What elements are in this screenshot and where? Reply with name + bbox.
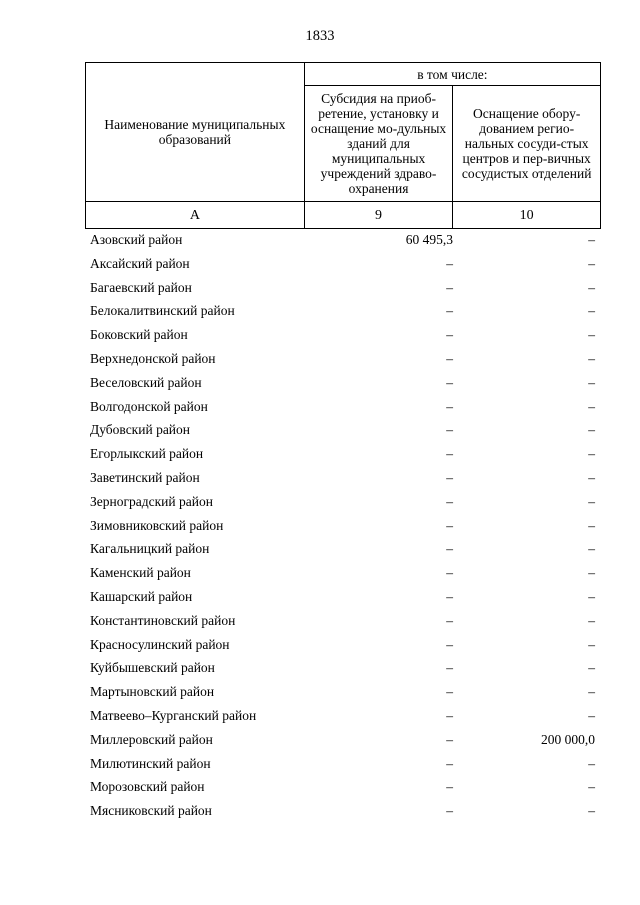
table-row [85,494,601,518]
table-row [85,708,601,732]
row-name: Кашарский район [90,588,193,604]
row-value-col10: – [588,517,595,533]
row-value-col10: – [588,541,595,557]
column-number-10: 10 [453,202,601,229]
row-value-col9: – [446,493,453,509]
row-value-col10: – [588,779,595,795]
row-name: Каменский район [90,565,191,581]
row-name: Мартыновский район [90,684,215,700]
row-value-col9: – [446,779,453,795]
column-number-a: А [86,202,305,229]
row-value-col10: – [588,232,595,247]
row-value-col9: – [446,303,453,319]
row-value-col9: – [446,398,453,414]
table-header [85,62,601,229]
row-value-col9: – [446,446,453,462]
row-value-col10: – [588,255,595,271]
row-value-col10: – [588,279,595,295]
column-number-9: 9 [304,202,453,229]
row-value-col9: – [446,565,453,581]
row-value-col10: – [588,588,595,604]
table-row [85,684,601,708]
row-name: Дубовский район [90,422,191,438]
row-value-col10: – [588,398,595,414]
row-name: Волгодонской район [90,398,208,414]
row-name: Миллеровский район [90,731,213,747]
row-value-col9: – [446,279,453,295]
table-row [85,256,601,280]
row-name: Аксайский район [90,255,190,271]
table-row [85,232,601,256]
row-value-col10: – [588,469,595,485]
row-value-col9: – [446,731,453,747]
row-name: Веселовский район [90,374,202,390]
row-name: Милютинский район [90,755,211,771]
table-row [85,660,601,684]
row-name: Морозовский район [90,779,205,795]
row-value-col10: – [588,493,595,509]
row-value-col9: – [446,255,453,271]
table-row [85,327,601,351]
column-header-9: Субсидия на приоб-ретение, установку и оснащение мо-дульных зданий для муниципальных учреждений здраво-охранения [304,86,453,202]
row-value-col9: – [446,469,453,485]
row-value-col10: – [588,755,595,771]
column-group-header: в том числе: [304,63,600,86]
row-name: Белокалитвинский район [90,303,235,319]
row-value-col9: – [446,350,453,366]
row-name: Багаевский район [90,279,192,295]
table-row [85,779,601,803]
table-body [85,232,601,827]
table-row [85,422,601,446]
table-row [85,613,601,637]
row-value-col9: – [446,660,453,676]
row-name: Кагальницкий район [90,541,210,557]
row-name: Азовский район [90,232,183,247]
page-number: 1833 [305,28,335,44]
row-value-col9: – [446,374,453,390]
row-value-col9: – [446,327,453,343]
table-row [85,280,601,304]
row-value-col10: – [588,350,595,366]
column-header-name: Наименование муниципальных образований [86,63,305,202]
table-row [85,541,601,565]
row-name: Красносулинский район [90,636,230,652]
table-row [85,470,601,494]
row-name: Зимовниковский район [90,517,224,533]
row-value-col10: – [588,374,595,390]
row-name: Верхнедонской район [90,350,216,366]
row-value-col10: – [588,303,595,319]
row-value-col10: – [588,684,595,700]
row-name: Матвеево–Курганский район [90,707,257,723]
row-value-col10: – [588,636,595,652]
table-row [85,399,601,423]
table-row [85,637,601,661]
table-row [85,589,601,613]
row-value-col9: – [446,755,453,771]
table-row [85,565,601,589]
row-value-col9: – [446,612,453,628]
table-row [85,303,601,327]
row-value-col9: – [446,684,453,700]
row-value-col9: – [446,803,453,819]
row-name: Егорлыкский район [90,446,204,462]
table-row [85,518,601,542]
row-value-col10: – [588,565,595,581]
table-row [85,756,601,780]
table-row [85,732,601,756]
row-name: Зерноградский район [90,493,213,509]
row-value-col9: – [446,636,453,652]
row-value-col9: – [446,707,453,723]
row-value-col10: 200 000,0 [541,731,595,747]
row-name: Заветинский район [90,469,200,485]
column-header-10: Оснащение обору-дованием регио-нальных сосуди-стых центров и пер-вичных сосудистых отделений [453,86,601,202]
row-value-col10: – [588,803,595,819]
row-value-col9: – [446,422,453,438]
row-value-col9: – [446,541,453,557]
table-row [85,375,601,399]
row-value-col10: – [588,707,595,723]
row-name: Куйбышевский район [90,660,215,676]
row-name: Боковский район [90,327,188,343]
row-name: Мясниковский район [90,803,212,819]
row-value-col10: – [588,327,595,343]
row-value-col10: – [588,446,595,462]
table-row [85,803,601,827]
row-value-col10: – [588,612,595,628]
row-value-col9: – [446,588,453,604]
row-value-col10: – [588,422,595,438]
table-row [85,446,601,470]
row-value-col9: – [446,517,453,533]
row-value-col10: – [588,660,595,676]
row-name: Константиновский район [90,612,236,628]
table-row [85,351,601,375]
row-value-col9: 60 495,3 [405,232,453,247]
